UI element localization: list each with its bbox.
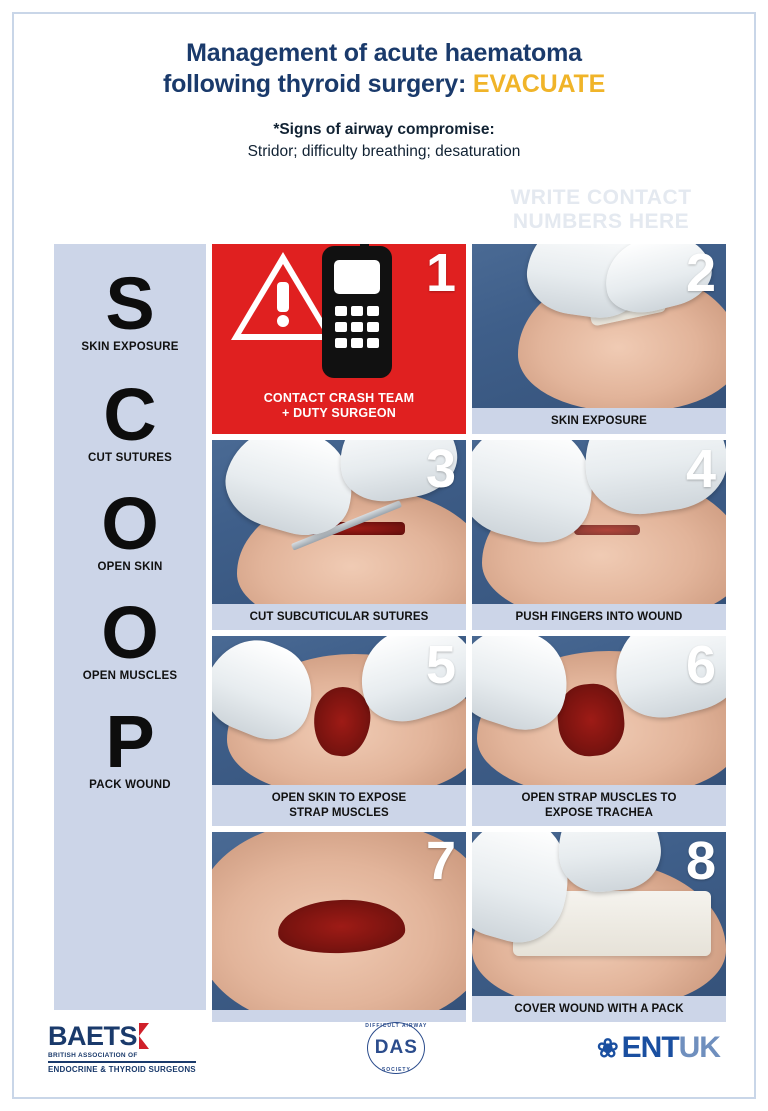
step-7-photo	[212, 832, 466, 1010]
write-contact-line-1: WRITE CONTACT	[510, 186, 692, 209]
title-line-1: Management of acute haematoma	[186, 39, 582, 67]
airway-compromise-heading: *Signs of airway compromise:	[273, 121, 495, 138]
entuk-ent-text: ENT	[621, 1031, 679, 1064]
scoop-grid	[54, 244, 726, 1022]
step-8-photo	[472, 832, 726, 996]
step-caption-8-line-1: COVER WOUND WITH A PACK	[514, 1002, 684, 1015]
step-panel-3	[212, 440, 466, 630]
baets-name: BAETS	[48, 1020, 138, 1051]
step-caption-6	[472, 785, 726, 826]
step-caption-5-line-1: OPEN SKIN TO EXPOSE	[271, 792, 407, 805]
baets-subtitle-2: ENDOCRINE & THYROID SURGEONS	[48, 1061, 196, 1074]
das-logo	[363, 1018, 429, 1078]
title-line-2	[14, 69, 754, 100]
step-number-1: 1	[425, 244, 456, 303]
poster-header	[14, 14, 754, 161]
step-2-photo	[472, 244, 726, 408]
scoop-item-c	[54, 373, 206, 465]
baets-logo	[48, 1020, 196, 1074]
scoop-letter-o2: O	[101, 591, 159, 675]
scoop-letter-s: S	[105, 262, 155, 345]
airway-compromise-note	[14, 121, 754, 161]
page-title	[14, 38, 754, 99]
das-top-text: DIFFICULT AIRWAY	[365, 1023, 428, 1029]
write-contact-line-2: NUMBERS HERE	[512, 210, 690, 234]
das-center-text: DAS	[374, 1037, 418, 1058]
step-caption-2-line-1: SKIN EXPOSURE	[551, 414, 647, 427]
step-1-graphic	[212, 244, 466, 387]
entuk-mark-icon: ❀	[596, 1032, 618, 1063]
write-contact-numbers-placeholder	[486, 186, 716, 234]
step-number-5: 5	[425, 636, 456, 695]
step-caption-3	[212, 604, 466, 630]
mobile-phone-icon	[308, 244, 404, 387]
scoop-label-o1: OPEN SKIN	[97, 561, 163, 574]
scoop-label-c: CUT SUTURES	[88, 452, 172, 465]
step-4-photo	[472, 440, 726, 604]
step-panels	[212, 244, 726, 1022]
title-line-2-prefix: following thyroid surgery:	[162, 69, 473, 98]
baets-logo-wordmark	[48, 1020, 196, 1051]
baets-flag-icon	[139, 1023, 149, 1049]
scoop-item-o1	[54, 482, 206, 574]
step-caption-2	[472, 408, 726, 434]
step-panel-2	[472, 244, 726, 434]
scoop-label-p: PACK WOUND	[89, 779, 171, 792]
step-number-4: 4	[685, 440, 716, 499]
step-caption-1	[212, 387, 466, 434]
step-caption-4	[472, 604, 726, 630]
entuk-uk-text: UK	[678, 1031, 720, 1064]
scoop-letter-c: C	[103, 373, 157, 457]
title-evacuate: EVACUATE	[472, 69, 606, 98]
entuk-logo	[597, 1031, 720, 1065]
step-panel-4	[472, 440, 726, 630]
step-caption-6-line-1: OPEN STRAP MUSCLES TO	[521, 792, 677, 805]
step-panel-7	[212, 832, 466, 1022]
step-number-8: 8	[685, 832, 716, 891]
step-number-3: 3	[425, 440, 456, 499]
scoop-mnemonic-column	[54, 244, 206, 1010]
step-caption-1-line-1: CONTACT CRASH TEAM	[263, 390, 415, 405]
poster-footer	[14, 1013, 754, 1083]
step-panel-6	[472, 636, 726, 826]
scoop-item-s	[54, 262, 206, 354]
step-number-7: 7	[425, 832, 456, 891]
step-number-6: 6	[685, 636, 716, 695]
airway-compromise-signs: Stridor; difficulty breathing; desaturation	[247, 143, 521, 160]
scoop-item-o2	[54, 591, 206, 683]
step-caption-5	[212, 785, 466, 826]
scoop-letter-p: P	[105, 700, 155, 784]
baets-subtitle-1: BRITISH ASSOCIATION OF	[48, 1051, 138, 1059]
das-bottom-text: SOCIETY	[381, 1067, 411, 1073]
step-number-2: 2	[685, 244, 716, 303]
step-caption-3-line-1: CUT SUBCUTICULAR SUTURES	[249, 610, 429, 623]
scoop-letter-o1: O	[101, 482, 159, 566]
scoop-label-s: SKIN EXPOSURE	[81, 341, 179, 354]
step-5-photo	[212, 636, 466, 785]
step-3-photo	[212, 440, 466, 604]
step-caption-6-line-2: EXPOSE TRACHEA	[544, 806, 654, 819]
step-caption-4-line-1: PUSH FINGERS INTO WOUND	[515, 610, 683, 623]
step-caption-5-line-2: STRAP MUSCLES	[289, 806, 389, 819]
wound-opening	[574, 525, 640, 535]
scoop-item-p	[54, 700, 206, 792]
poster-border	[12, 12, 756, 1099]
scoop-label-o2: OPEN MUSCLES	[82, 670, 178, 683]
step-panel-8	[472, 832, 726, 1022]
step-panel-5	[212, 636, 466, 826]
step-panel-1	[212, 244, 466, 434]
step-6-photo	[472, 636, 726, 785]
step-caption-1-line-2: + DUTY SURGEON	[281, 406, 397, 421]
